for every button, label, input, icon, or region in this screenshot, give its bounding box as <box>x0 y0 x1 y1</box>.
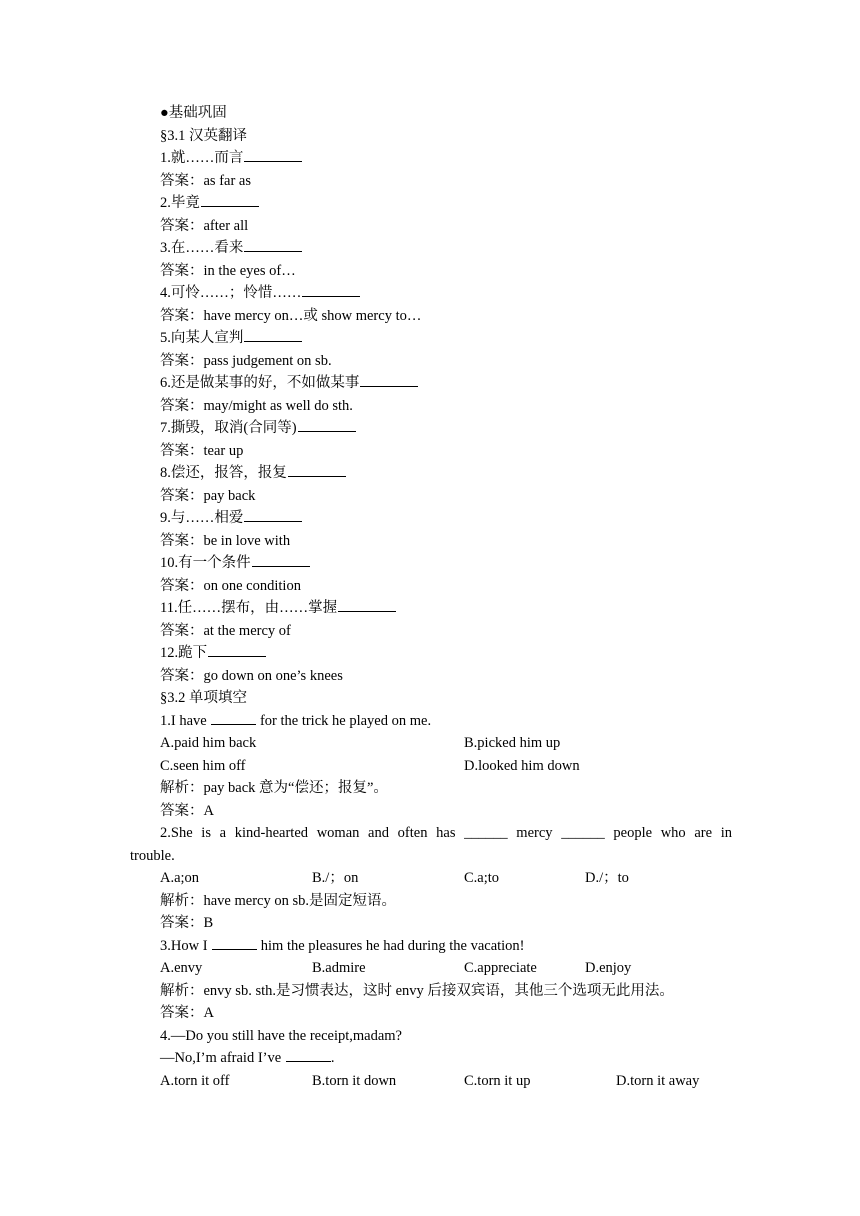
answer-blank <box>338 597 396 612</box>
option-d: D./；to <box>585 870 629 886</box>
translation-question <box>130 327 732 350</box>
answer-blank <box>244 147 302 162</box>
answer-blank <box>286 1047 331 1062</box>
question-3-pre: 3.How I <box>160 937 212 954</box>
question-text: 4.可怜……；怜惜…… <box>160 285 302 301</box>
translation-question <box>130 282 732 305</box>
translation-question <box>130 192 732 215</box>
question-2-line-2: trouble. <box>130 847 175 864</box>
translation-question <box>130 147 732 170</box>
option-d: D.torn it away <box>616 1072 700 1089</box>
option-a: A.a;on <box>160 870 200 886</box>
question-2-analysis: 解析：have mercy on sb.是固定短语。 <box>160 892 396 909</box>
question-4-post: . <box>330 1050 335 1066</box>
option-c: C.seen him off <box>160 757 246 774</box>
translation-question <box>130 372 732 395</box>
answer-blank <box>298 417 356 432</box>
translation-list <box>130 147 732 687</box>
question-1-post: for the trick he played on me. <box>256 712 432 729</box>
section-header: ●基础巩固 <box>160 105 227 121</box>
translation-question <box>130 462 732 485</box>
question-text: 6.还是做某事的好，不如做某事 <box>160 375 360 391</box>
option-b: B.torn it down <box>312 1072 397 1089</box>
translation-answer: 答案：pass judgement on sb. <box>160 352 332 369</box>
option-c: C.a;to <box>464 870 500 886</box>
option-a: A.paid him back <box>160 735 257 751</box>
question-3-post: him the pleasures he had during the vacation! <box>257 937 525 954</box>
option-b: B.admire <box>312 960 366 976</box>
translation-answer: 答案：at the mercy of <box>160 622 291 639</box>
translation-answer: 答案：as far as <box>160 172 251 189</box>
translation-answer: 答案：on one condition <box>160 577 301 594</box>
answer-blank <box>302 282 360 297</box>
translation-answer: 答案：tear up <box>160 442 244 459</box>
answer-blank <box>360 372 418 387</box>
question-1-options-row-2 <box>130 755 732 778</box>
question-4-options <box>130 1070 732 1093</box>
question-text: 5.向某人宣判 <box>160 330 244 346</box>
question-2-line-1: 2.She is a kind-hearted woman and often has ______ mercy ______ people who are in <box>160 825 732 841</box>
translation-question <box>130 642 732 665</box>
question-text: 12.跪下 <box>160 645 208 661</box>
question-1-answer: 答案：A <box>160 802 214 819</box>
translation-answer: 答案：be in love with <box>160 532 291 549</box>
question-text: 2.毕竟 <box>160 195 200 211</box>
question-1 <box>130 710 732 733</box>
question-4-line-2 <box>130 1047 732 1070</box>
question-text: 8.偿还，报答，报复 <box>160 465 287 481</box>
question-4-pre: —No,I’m afraid I’ve <box>160 1050 285 1066</box>
option-c: C.torn it up <box>464 1072 531 1089</box>
question-2-options <box>130 867 732 890</box>
question-3-analysis: 解析：envy sb. sth.是习惯表达，这时 envy 后接双宾语，其他三个选项无此用法。 <box>160 982 674 999</box>
answer-blank <box>211 710 256 725</box>
translation-question <box>130 552 732 575</box>
translation-answer: 答案：have mercy on…或 show mercy to… <box>160 307 422 324</box>
answer-blank <box>208 642 266 657</box>
answer-blank <box>201 192 259 207</box>
option-a: A.torn it off <box>160 1072 230 1089</box>
translation-question <box>130 597 732 620</box>
question-1-options-row-1 <box>130 732 732 755</box>
question-3-options <box>130 957 732 980</box>
question-text: 9.与……相爱 <box>160 510 244 526</box>
option-b: B.picked him up <box>464 735 561 751</box>
answer-blank <box>244 237 302 252</box>
question-3-answer: 答案：A <box>160 1005 214 1021</box>
translation-question <box>130 507 732 530</box>
question-text: 10.有一个条件 <box>160 555 251 571</box>
translation-answer: 答案：pay back <box>160 487 256 504</box>
part1-title: §3.1 汉英翻译 <box>160 127 247 144</box>
answer-blank <box>212 935 257 950</box>
translation-answer: 答案：after all <box>160 217 249 234</box>
answer-blank <box>252 552 310 567</box>
translation-question <box>130 237 732 260</box>
question-text: 11.任……摆布，由……掌握 <box>160 600 338 616</box>
document-page <box>130 102 732 1092</box>
question-2-answer: 答案：B <box>160 915 214 931</box>
option-d: D.enjoy <box>585 960 632 976</box>
answer-blank <box>244 507 302 522</box>
question-1-pre: 1.I have <box>160 712 211 729</box>
translation-answer: 答案：may/might as well do sth. <box>160 397 353 414</box>
option-b: B./；on <box>312 870 359 886</box>
translation-question <box>130 417 732 440</box>
translation-answer: 答案：in the eyes of… <box>160 262 296 279</box>
question-4-line-1: 4.—Do you still have the receipt,madam? <box>160 1027 402 1044</box>
question-text: 1.就……而言 <box>160 150 244 166</box>
question-1-analysis: 解析：pay back 意为“偿还；报复”。 <box>160 780 388 796</box>
answer-blank <box>244 327 302 342</box>
question-3 <box>130 935 732 958</box>
part2-title: §3.2 单项填空 <box>160 690 247 706</box>
option-d: D.looked him down <box>464 757 580 774</box>
question-text: 3.在……看来 <box>160 240 244 256</box>
answer-blank <box>288 462 346 477</box>
translation-answer: 答案：go down on one’s knees <box>160 667 343 684</box>
question-text: 7.撕毁，取消(合同等) <box>160 420 297 436</box>
option-c: C.appreciate <box>464 960 537 976</box>
option-a: A.envy <box>160 960 203 976</box>
